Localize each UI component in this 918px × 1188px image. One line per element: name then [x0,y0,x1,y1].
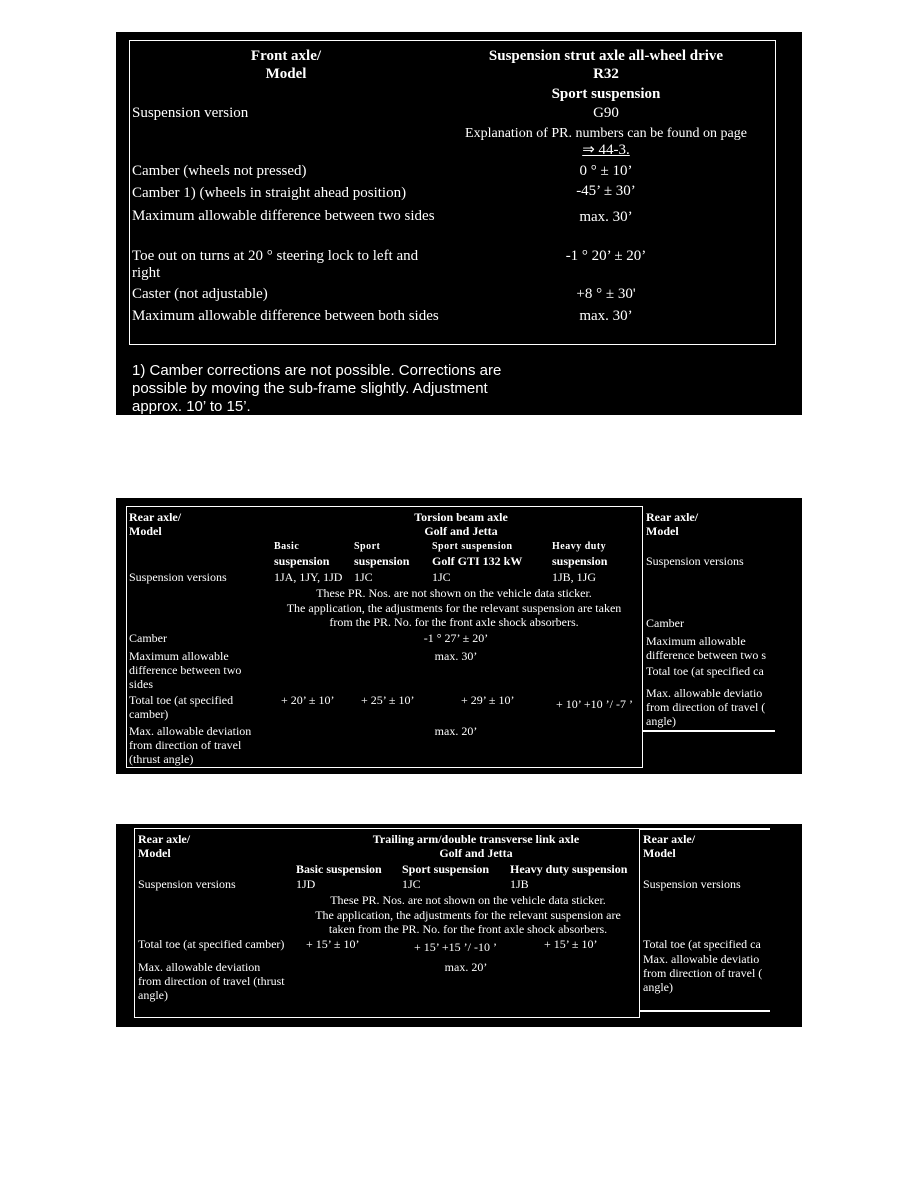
torsion-code: 1JB, 1JG [552,570,597,584]
front-header-right-3: Sport suspension [551,86,661,102]
front-header-left-1: Front axle/ [250,48,322,64]
front-row-label: Toe out on turns at 20 ° steering lock to left and right [132,248,419,281]
trailing-value: max. 20’ [444,960,488,974]
trailing-side-rule [640,1010,770,1012]
torsion-col-header: Sport [354,541,381,552]
torsion-col-header: suspension [552,554,608,568]
torsion-value: -1 ° 27’ ± 20’ [423,631,489,645]
torsion-col-header: suspension [274,554,330,568]
torsion-side-rule [643,730,775,732]
torsion-col-header: Basic [274,541,300,552]
trailing-side-text: Rear axle/ [643,832,696,846]
front-row-value: G90 [593,105,619,121]
front-row-label: Caster (not adjustable) [132,286,268,302]
front-row-value: +8 ° ± 30' [576,286,636,302]
torsion-note: These PR. Nos. are not shown on the vehicle data sticker. [316,586,592,600]
torsion-toe: + 29’ ± 10’ [461,693,515,707]
torsion-side-text: Model [646,524,679,538]
torsion-side-text: Max. allowable deviatio [646,686,763,700]
torsion-note: from the PR. No. for the front axle shock absorbers. [329,615,579,629]
front-page-link[interactable]: ⇒ 44-3. [582,142,630,158]
torsion-side-text: Suspension versions [646,554,744,568]
trailing-code: 1JD [296,877,316,891]
front-header-right-2: R32 [593,66,619,82]
trailing-row-label: Max. allowable deviation [138,960,261,974]
front-row-value: -45’ ± 30’ [576,183,636,199]
torsion-side-text: difference between two s [646,648,767,662]
torsion-row-label: camber) [129,707,169,721]
front-row-value: max. 30’ [579,209,633,225]
torsion-row-label: from direction of travel [129,738,242,752]
trailing-header-center-2: Golf and Jetta [439,846,513,860]
trailing-note: These PR. Nos. are not shown on the vehicle data sticker. [330,893,606,907]
front-row-label: Suspension version [132,105,249,121]
torsion-side-text: Total toe (at specified ca [646,664,764,678]
front-row-value: max. 30’ [579,308,633,324]
torsion-side-text: angle) [646,714,676,728]
trailing-side-text: angle) [643,980,673,994]
torsion-col-header: suspension [354,554,410,568]
torsion-side-text: Camber [646,616,684,630]
trailing-row-label: angle) [138,988,168,1002]
front-footnote: 1) Camber corrections are not possible. Corrections are possible by moving the sub-frame slightly. Adjustment approx. 10’ to 15’. [132,362,502,415]
trailing-code: 1JB [510,877,529,891]
torsion-note: The application, the adjustments for the relevant suspension are taken [286,601,622,615]
torsion-header-center-1: Torsion beam axle [414,510,508,524]
torsion-beam-panel [116,498,802,774]
front-axle-panel [116,32,802,415]
torsion-value: max. 30’ [434,649,478,663]
torsion-side-text: Maximum allowable [646,634,746,648]
trailing-col-header: Heavy duty suspension [510,862,628,876]
torsion-side-text: from direction of travel ( [646,700,766,714]
trailing-row-label: Suspension versions [138,877,236,891]
front-row-value: 0 ° ± 10’ [579,163,633,179]
front-header-right-1: Suspension strut axle all-wheel drive [488,48,724,64]
trailing-toe: + 15’ ± 10’ [306,937,360,951]
trailing-col-header: Basic suspension [296,862,382,876]
trailing-toe: + 15’ +15 ’/ -10 ’ [414,940,497,954]
trailing-code: 1JC [402,877,421,891]
front-header-left-2: Model [265,66,307,82]
torsion-row-label: (thrust angle) [129,752,194,766]
torsion-row-label: Suspension versions [129,570,227,584]
torsion-col-header: Heavy duty [552,541,607,552]
torsion-row-label: Camber [129,631,167,645]
trailing-side-rule [640,828,770,830]
torsion-row-label: sides [129,677,153,691]
torsion-side-column [643,506,775,768]
front-row-label: Maximum allowable difference between two sides [132,208,435,224]
trailing-header-left-2: Model [138,846,171,860]
trailing-note: taken from the PR. No. for the front axle shock absorbers. [328,922,608,936]
torsion-col-header: Golf GTI 132 kW [432,554,523,568]
torsion-row-label: Maximum allowable [129,649,229,663]
front-row-value: Explanation of PR. numbers can be found on page [465,126,747,141]
trailing-side-text: Max. allowable deviatio [643,952,760,966]
trailing-header-left-1: Rear axle/ [138,832,191,846]
torsion-toe: + 10’ +10 ’/ -7 ’ [556,697,633,711]
torsion-header-left-1: Rear axle/ [129,510,182,524]
torsion-toe: + 25’ ± 10’ [361,693,415,707]
front-row-label: Camber 1) (wheels in straight ahead position) [132,185,407,201]
torsion-col-header: Sport suspension [432,541,513,552]
torsion-row-label: difference between two [129,663,242,677]
torsion-header-center-2: Golf and Jetta [424,524,498,538]
torsion-row-label: Total toe (at specified [129,693,234,707]
torsion-side-text: Rear axle/ [646,510,699,524]
torsion-toe: + 20’ ± 10’ [281,693,335,707]
torsion-code: 1JC [432,570,451,584]
trailing-header-center-1: Trailing arm/double transverse link axle [372,832,580,846]
trailing-col-header: Sport suspension [402,862,490,876]
front-row-value: -1 ° 20’ ± 20’ [565,248,647,264]
torsion-value: max. 20’ [434,724,478,738]
torsion-row-label: Max. allowable deviation [129,724,252,738]
front-row-label: Camber (wheels not pressed) [132,163,307,179]
trailing-side-text: Model [643,846,676,860]
trailing-row-label: from direction of travel (thrust [138,974,285,988]
trailing-note: The application, the adjustments for the relevant suspension are [315,908,621,922]
torsion-code: 1JC [354,570,373,584]
trailing-arm-panel [116,824,802,1027]
torsion-header-left-2: Model [129,524,162,538]
front-row-label: Maximum allowable difference between both sides [132,308,439,324]
trailing-row-label: Total toe (at specified camber) [138,937,285,951]
trailing-toe: + 15’ ± 10’ [544,937,598,951]
trailing-side-text: Suspension versions [643,877,741,891]
trailing-side-text: Total toe (at specified ca [643,937,761,951]
trailing-side-text: from direction of travel ( [643,966,763,980]
torsion-code: 1JA, 1JY, 1JD [274,570,343,584]
trailing-side-column [640,828,770,1018]
